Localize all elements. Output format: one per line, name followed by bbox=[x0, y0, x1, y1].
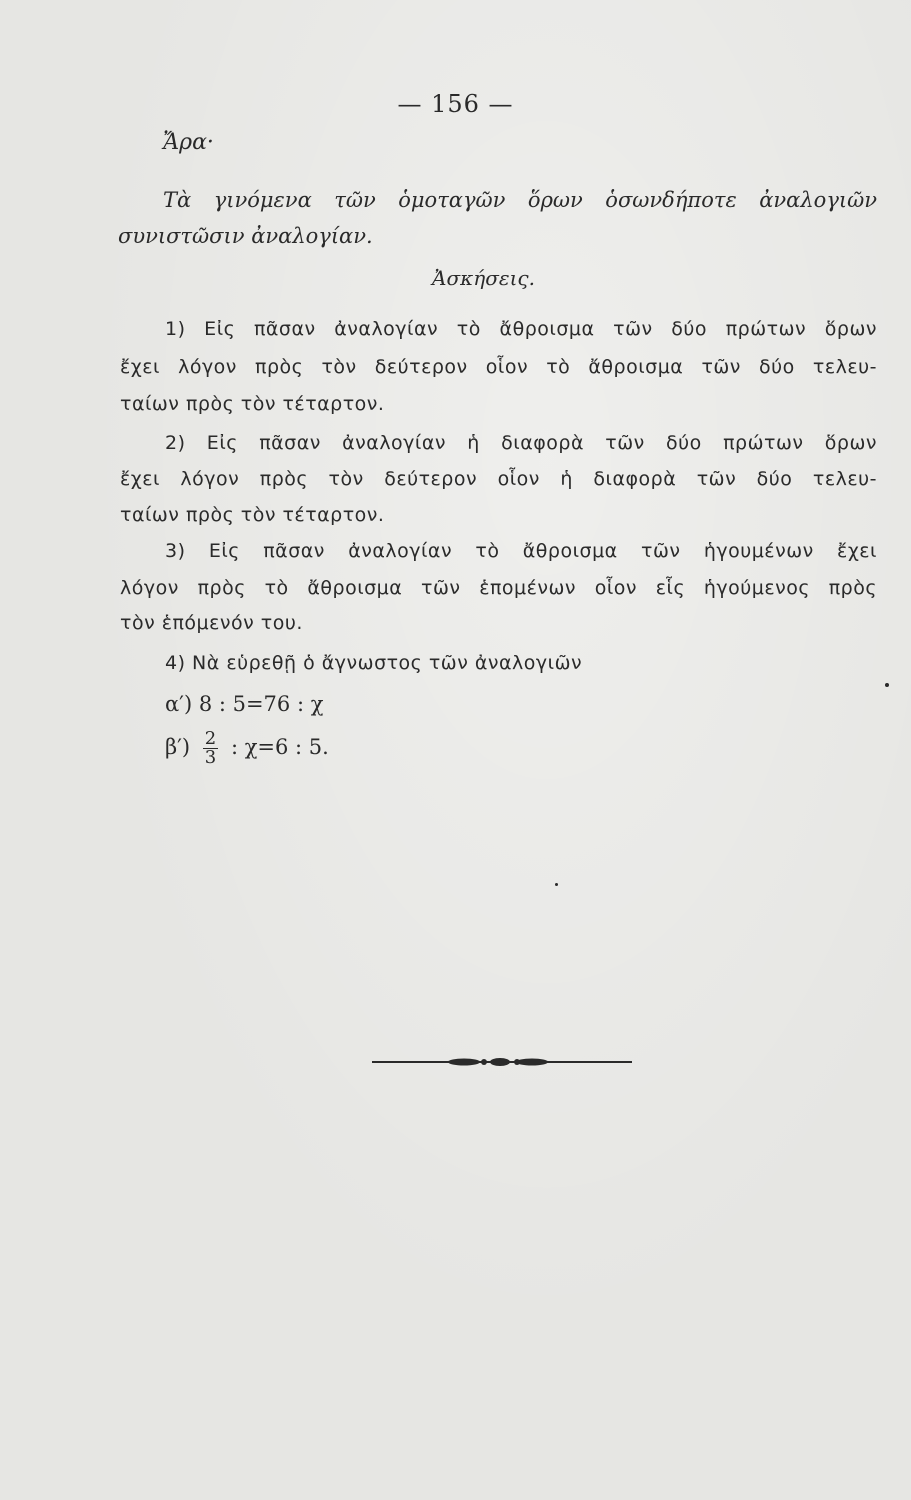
exercise-1-line-1: 1) Εἰς πᾶσαν ἀναλογίαν τὸ ἄθροισμα τῶν δύο πρώτων ὅρων bbox=[165, 318, 877, 340]
exercise-4b-label: β′) bbox=[165, 735, 191, 759]
exercise-3-line-2: λόγον πρὸς τὸ ἄθροισμα τῶν ἑπομένων οἷον εἷς ἡγούμενος πρὸς bbox=[120, 577, 877, 599]
statement-line-2: συνιστῶσιν ἀναλογίαν. bbox=[118, 224, 373, 248]
exercise-2-line-2: ἔχει λόγον πρὸς τὸν δεύτερον οἷον ἡ διαφορὰ τῶν δύο τελευ- bbox=[120, 468, 877, 490]
exercise-2-line-1: 2) Εἰς πᾶσαν ἀναλογίαν ἡ διαφορὰ τῶν δύο πρώτων ὅρων bbox=[165, 432, 877, 454]
fraction-numerator: 2 bbox=[204, 728, 217, 749]
exercise-1-line-2: ἔχει λόγον πρὸς τὸν δεύτερον οἷον τὸ ἄθροισμα τῶν δύο τελευ- bbox=[120, 356, 877, 378]
exercises-heading: Ἀσκήσεις. bbox=[432, 266, 535, 290]
exercise-3-line-1: 3) Εἰς πᾶσαν ἀναλογίαν τὸ ἄθροισμα τῶν ἡγουμένων ἔχει bbox=[165, 540, 877, 562]
fraction bbox=[203, 730, 218, 767]
fraction-denominator: 3 bbox=[204, 747, 217, 768]
ara-label: Ἄρα· bbox=[163, 130, 214, 155]
exercise-4b-rest: : χ=6 : 5. bbox=[230, 735, 329, 759]
exercise-3-line-3: τὸν ἑπόμενόν του. bbox=[120, 612, 303, 634]
ink-speck bbox=[885, 683, 889, 687]
statement-line-1: Τὰ γινόμενα τῶν ὁμοταγῶν ὅρων ὁσωνδήποτε ἀναλογιῶν bbox=[163, 188, 877, 212]
ornament-divider bbox=[372, 1052, 632, 1072]
exercise-4b bbox=[165, 730, 329, 767]
exercise-2-line-3: ταίων πρὸς τὸν τέταρτον. bbox=[120, 504, 385, 526]
exercise-4-line-1: 4) Νὰ εὑρεθῇ ὁ ἄγνωστος τῶν ἀναλογιῶν bbox=[165, 652, 583, 674]
ink-speck bbox=[555, 883, 558, 886]
page-number: — 156 — bbox=[397, 90, 514, 118]
exercise-4a: α′) 8 : 5=76 : χ bbox=[165, 692, 324, 716]
exercise-1-line-3: ταίων πρὸς τὸν τέταρτον. bbox=[120, 393, 385, 415]
